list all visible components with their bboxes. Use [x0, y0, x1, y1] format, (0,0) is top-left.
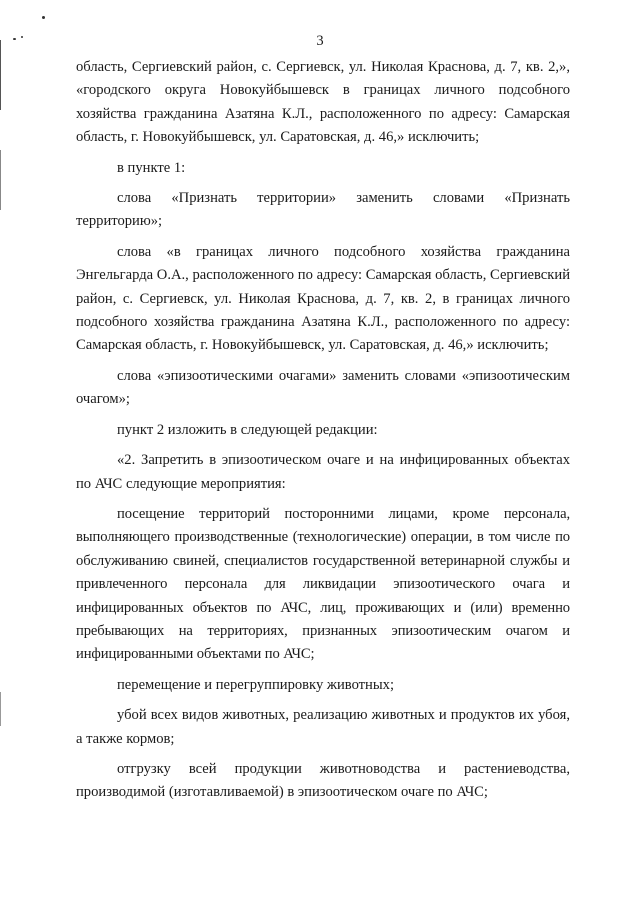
paragraph-replace-foci: слова «эпизоотическими очагами» заменить словами «эпизоотическим очагом»;	[76, 367, 570, 408]
document-body	[76, 56, 570, 812]
paragraph-point-2-text: «2. Запретить в эпизоотическом очаге и на инфицированных объектах по АЧС следующие мероприятия:	[76, 452, 570, 492]
scan-artifact-dot	[42, 16, 45, 19]
paragraph-visit-restriction: посещение территорий посторонними лицами, кроме персонала, выполняющего производственные (технологические) операции, в том числе по обслуживанию свиней, специалистов государственной ветеринарной службы и привлеченного персонала для ликвидации эпизоотического очага и инфицированных объектов по АЧС, лиц, проживающих и (или) временно пребывающих на территориях, признанных эпизоотическим очагом и инфицированными объектами по АЧС;	[76, 505, 570, 663]
paragraph-replace-territories: слова «Признать территории» заменить словами «Признать территорию»;	[76, 190, 570, 230]
paragraph-point-2-header: пункт 2 изложить в следующей редакции:	[117, 421, 378, 438]
paragraph-shipment: отгрузку всей продукции животноводства и растениеводства, производимой (изготавливаемой) в эпизоотическом очаге по АЧС;	[76, 760, 570, 801]
paragraph-point-1-header: в пункте 1:	[117, 159, 186, 176]
paragraph-slaughter: убой всех видов животных, реализацию животных и продуктов их убоя, а также кормов;	[76, 707, 570, 747]
paragraph-exclude-words: слова «в границах личного подсобного хозяйства гражданина Энгельгарда О.А., расположенного по адресу: Самарская область, Сергиевский район, с. Сергиевск, ул. Николая Краснова, д. 7, кв. 2, в границах личного подсобного хозяйства гражданина Азатяна К.Л., расположенного по адресу: Самарская область, г. Новокуйбышевск, ул. Саратовская, д. 46,» исключить;	[76, 243, 570, 354]
page-number: 3	[316, 33, 324, 49]
scan-edge-line	[0, 150, 1, 210]
scan-edge-line	[0, 40, 1, 110]
scan-edge-line	[0, 692, 1, 726]
paragraph-continuation: область, Сергиевский район, с. Сергиевск, ул. Николая Краснова, д. 7, кв. 2,», «городского округа Новокуйбышевск в границах личного подсобного хозяйства гражданина Азатяна К.Л., расположенного по адресу: Самарская область, г. Новокуйбышевск, ул. Саратовская, д. 46,» исключить;	[76, 59, 570, 146]
paragraph-animal-movement: перемещение и перегруппировку животных;	[117, 676, 395, 693]
